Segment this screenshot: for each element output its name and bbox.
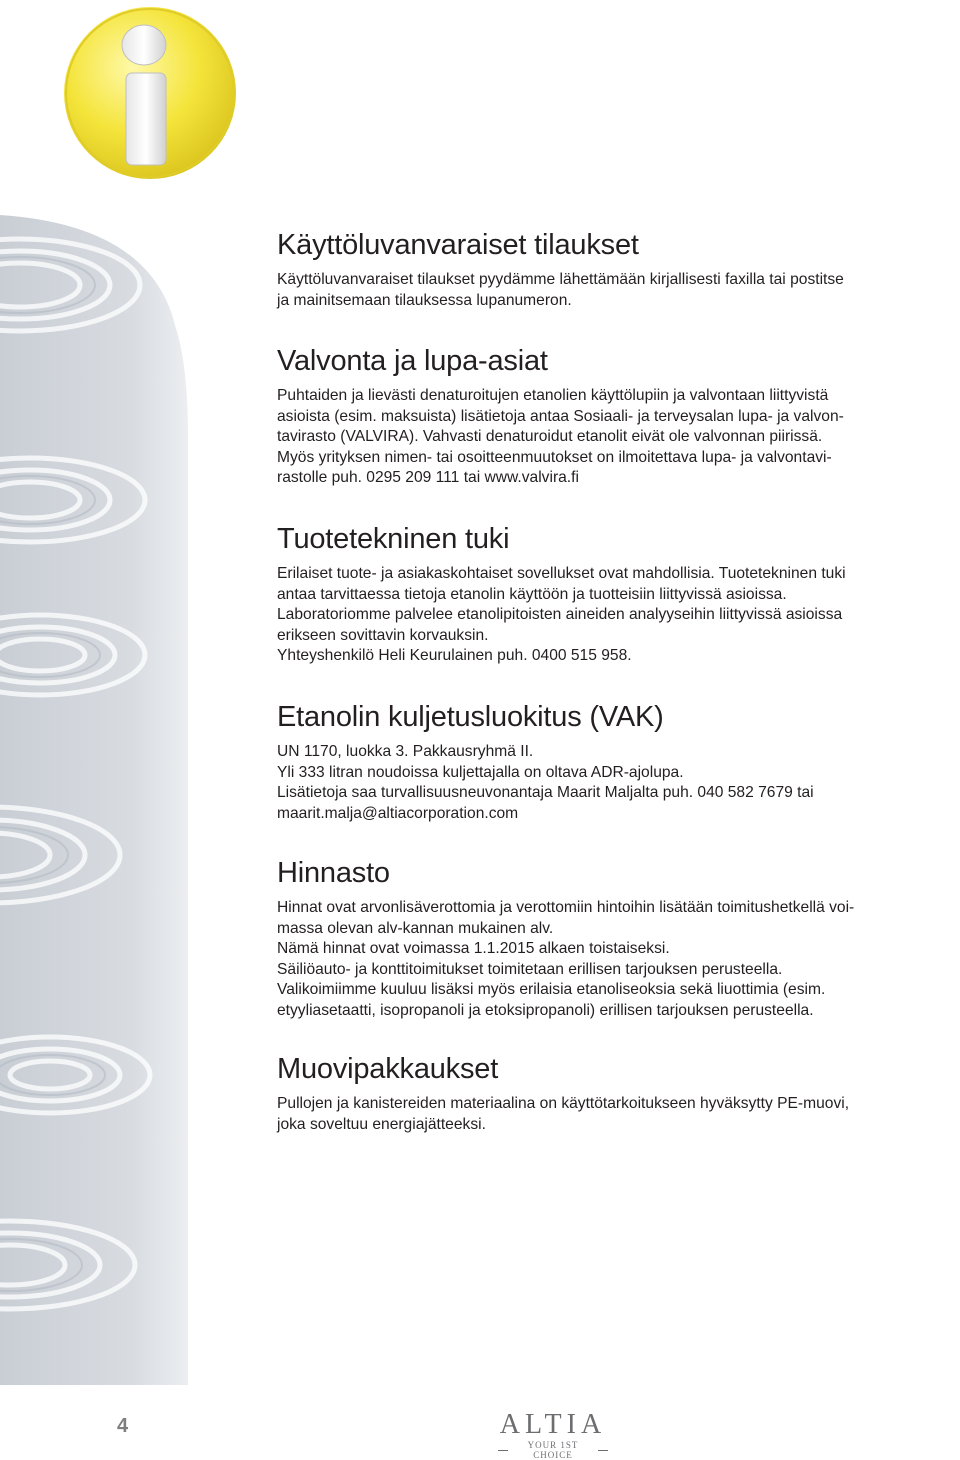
body-line: Säiliöauto- ja konttitoimitukset toimitetaan erillisen tarjouksen perusteella. xyxy=(277,960,783,978)
section-plastic-packaging xyxy=(277,1052,849,1135)
body-line: maarit.malja@altiacorporation.com xyxy=(277,804,519,822)
section-technical-support xyxy=(277,522,846,667)
body-line: Myös yrityksen nimen- tai osoitteenmuutokset on ilmoitettava lupa- ja valvontavi- xyxy=(277,448,832,466)
body-line: Valikoimiimme kuuluu lisäksi myös erilaisia etanoliseoksia sekä liuottimia (esim. xyxy=(277,981,826,999)
body-line: asioista (esim. maksuista) lisätietoja antaa Sosiaali- ja terveysalan lupa- ja valvon- xyxy=(277,407,844,425)
body-line: Laboratoriomme palvelee etanolipitoisten aineiden analyyseihin liittyvissä asioissa xyxy=(277,606,843,624)
body-line: tavirasto (VALVIRA). Vahvasti denaturoidut etanolit eivät ole valvonnan piirissä. xyxy=(277,428,823,446)
section-heading: Valvonta ja lupa-asiat xyxy=(277,345,548,377)
body-line: etyyliasetaatti, isopropanoli ja etoksipropanoli) erillisen tarjouksen perusteella. xyxy=(277,1001,814,1019)
body-line: UN 1170, luokka 3. Pakkausryhmä II. xyxy=(277,743,534,760)
body-line: Yhteyshenkilö Heli Keurulainen puh. 0400 515 958. xyxy=(277,647,632,665)
body-line: Puhtaiden ja lievästi denaturoitujen etanolien käyttölupiin ja valvontaan liittyvistä xyxy=(277,387,829,404)
altia-logo xyxy=(498,1410,608,1460)
water-ripple-band xyxy=(0,215,190,1385)
section-heading: Muovipakkaukset xyxy=(277,1053,499,1085)
body-line: Hinnat ovat arvonlisäverottomia ja verottomiin hintoihin lisätään toimitushetkellä voi- xyxy=(277,899,855,916)
divider xyxy=(498,1450,508,1451)
section-heading: Hinnasto xyxy=(277,857,390,889)
body-line: antaa tarvittaessa tietoja etanolin käyttöön ja tuotteisiin liittyvissä asioissa. xyxy=(277,585,787,603)
section-heading: Etanolin kuljetusluokitus (VAK) xyxy=(277,701,664,733)
body-line: Lisätietoja saa turvallisuusneuvonantaja Maarit Maljalta puh. 040 582 7679 tai xyxy=(277,784,814,802)
section-heading: Tuotetekninen tuki xyxy=(277,523,510,555)
body-line: rastolle puh. 0295 209 111 tai www.valvira.fi xyxy=(277,469,579,487)
body-line: Pullojen ja kanistereiden materiaalina on käyttötarkoitukseen hyväksytty PE-muovi, xyxy=(277,1095,850,1112)
section-heading: Käyttöluvanvaraiset tilaukset xyxy=(277,229,639,261)
logo-word: ALTIA xyxy=(499,1409,607,1440)
divider xyxy=(598,1450,608,1451)
logo-tagline: YOUR 1ST CHOICE xyxy=(527,1440,579,1460)
logo-tagline-row xyxy=(498,1440,608,1460)
body-line: erikseen sovittavin korvauksin. xyxy=(277,626,489,644)
body-line: joka soveltuu energiajätteeksi. xyxy=(277,1115,486,1133)
body-line: Erilaiset tuote- ja asiakaskohtaiset sovellukset ovat mahdollisia. Tuotetekninen tuki xyxy=(277,565,846,582)
body-line: Nämä hinnat ovat voimassa 1.1.2015 alkaen toistaiseksi. xyxy=(277,940,670,958)
body-line: Käyttöluvanvaraiset tilaukset pyydämme lähettämään kirjallisesti faxilla tai postitse xyxy=(277,271,844,288)
body-line: ja mainitsemaan tilauksessa lupanumeron. xyxy=(277,291,572,309)
info-icon xyxy=(62,5,238,181)
body-line: Yli 333 litran noudoissa kuljettajalla on oltava ADR-ajolupa. xyxy=(277,763,684,781)
section-transport-classification xyxy=(277,700,814,824)
section-usage-license-orders xyxy=(277,228,844,311)
page-number: 4 xyxy=(117,1415,129,1437)
section-price-list xyxy=(277,856,854,1022)
body-line: massa olevan alv-kannan mukainen alv. xyxy=(277,919,554,937)
section-supervision xyxy=(277,344,844,489)
